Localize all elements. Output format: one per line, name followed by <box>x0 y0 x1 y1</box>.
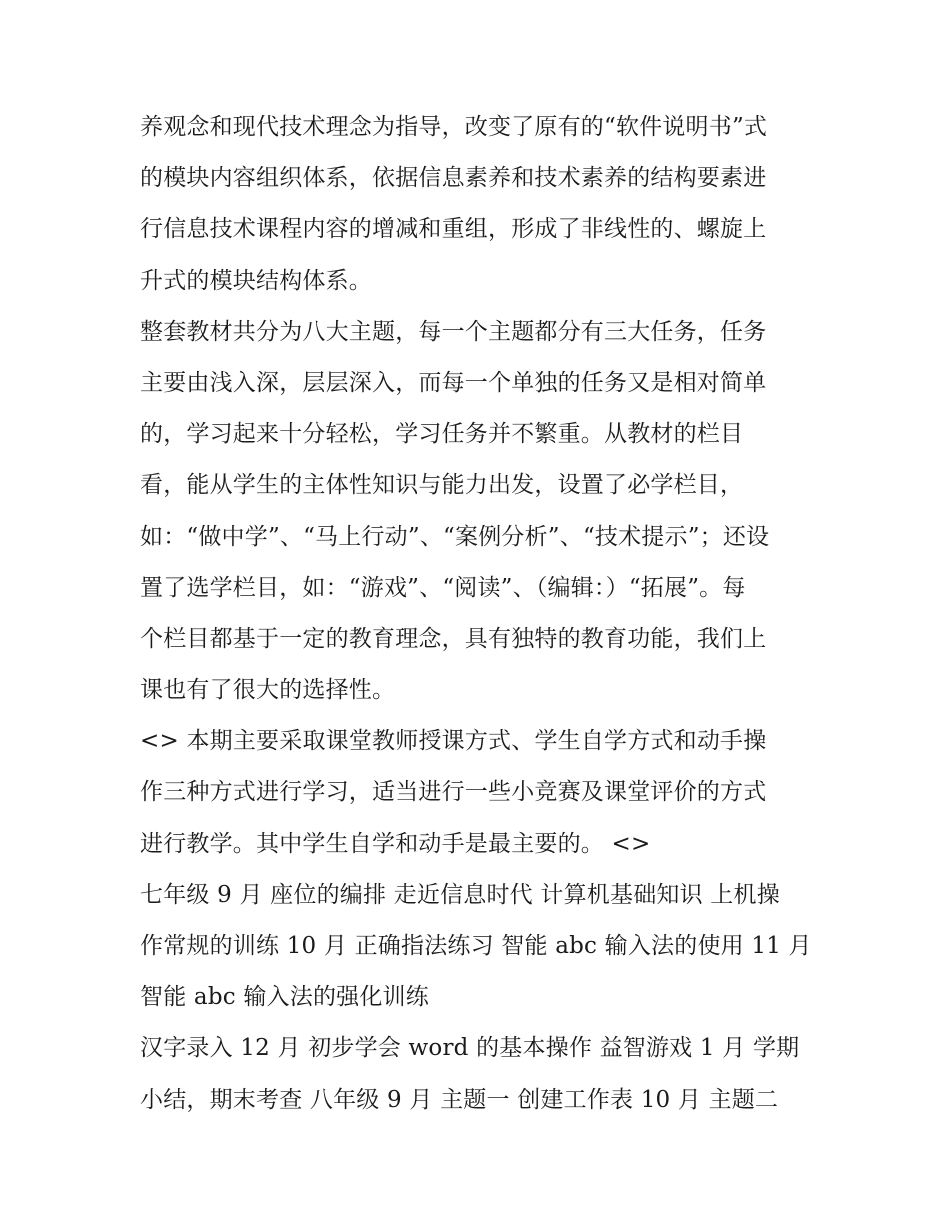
text-line: 智能 abc 输入法的强化训练 <box>140 984 429 1011</box>
text-line: 进行教学。其中学生自学和动手是最主要的。 <> <box>140 830 651 857</box>
text-line: 看，能从学生的主体性知识与能力出发，设置了必学栏目， <box>140 472 744 499</box>
text-line: 如：“做中学”、“马上行动”、“案例分析”、“技术提示”；还设 <box>140 523 770 550</box>
text-line: 置了选学栏目，如：“游戏”、“阅读”、（编辑：）“拓展”。每 <box>140 574 746 601</box>
text-line: 课也有了很大的选择性。 <box>140 677 396 704</box>
text-line: 养观念和现代技术理念为指导，改变了原有的“软件说明书”式 <box>140 114 768 140</box>
text-line: 的，学习起来十分轻松，学习任务并不繁重。从教材的栏目 <box>140 421 744 448</box>
text-line: <> 本期主要采取课堂教师授课方式、学生自学方式和动手操 <box>140 728 767 755</box>
text-line: 七年级 9 月 座位的编排 走近信息时代 计算机基础知识 上机操 <box>140 881 780 908</box>
body-text <box>140 102 830 1126</box>
text-line: 行信息技术课程内容的增减和重组，形成了非线性的、螺旋上 <box>140 216 767 243</box>
text-line: 主要由浅入深，层层深入，而每一个单独的任务又是相对简单 <box>140 369 767 396</box>
text-line: 作常规的训练 10 月 正确指法练习 智能 abc 输入法的使用 11 月 <box>140 933 812 959</box>
text-line: 小结，期末考查 八年级 9 月 主题一 创建工作表 10 月 主题二 <box>140 1086 779 1113</box>
text-line: 升式的模块结构体系。 <box>140 267 372 294</box>
text-line: 汉字录入 12 月 初步学会 word 的基本操作 益智游戏 1 月 学期 <box>140 1035 800 1062</box>
text-line: 个栏目都基于一定的教育理念，具有独特的教育功能，我们上 <box>140 625 767 652</box>
text-line: 的模块内容组织体系，依据信息素养和技术素养的结构要素进 <box>140 165 767 192</box>
text-line: 整套教材共分为八大主题，每一个主题都分有三大任务，任务 <box>140 318 767 345</box>
text-line: 作三种方式进行学习，适当进行一些小竞赛及课堂评价的方式 <box>140 779 767 806</box>
